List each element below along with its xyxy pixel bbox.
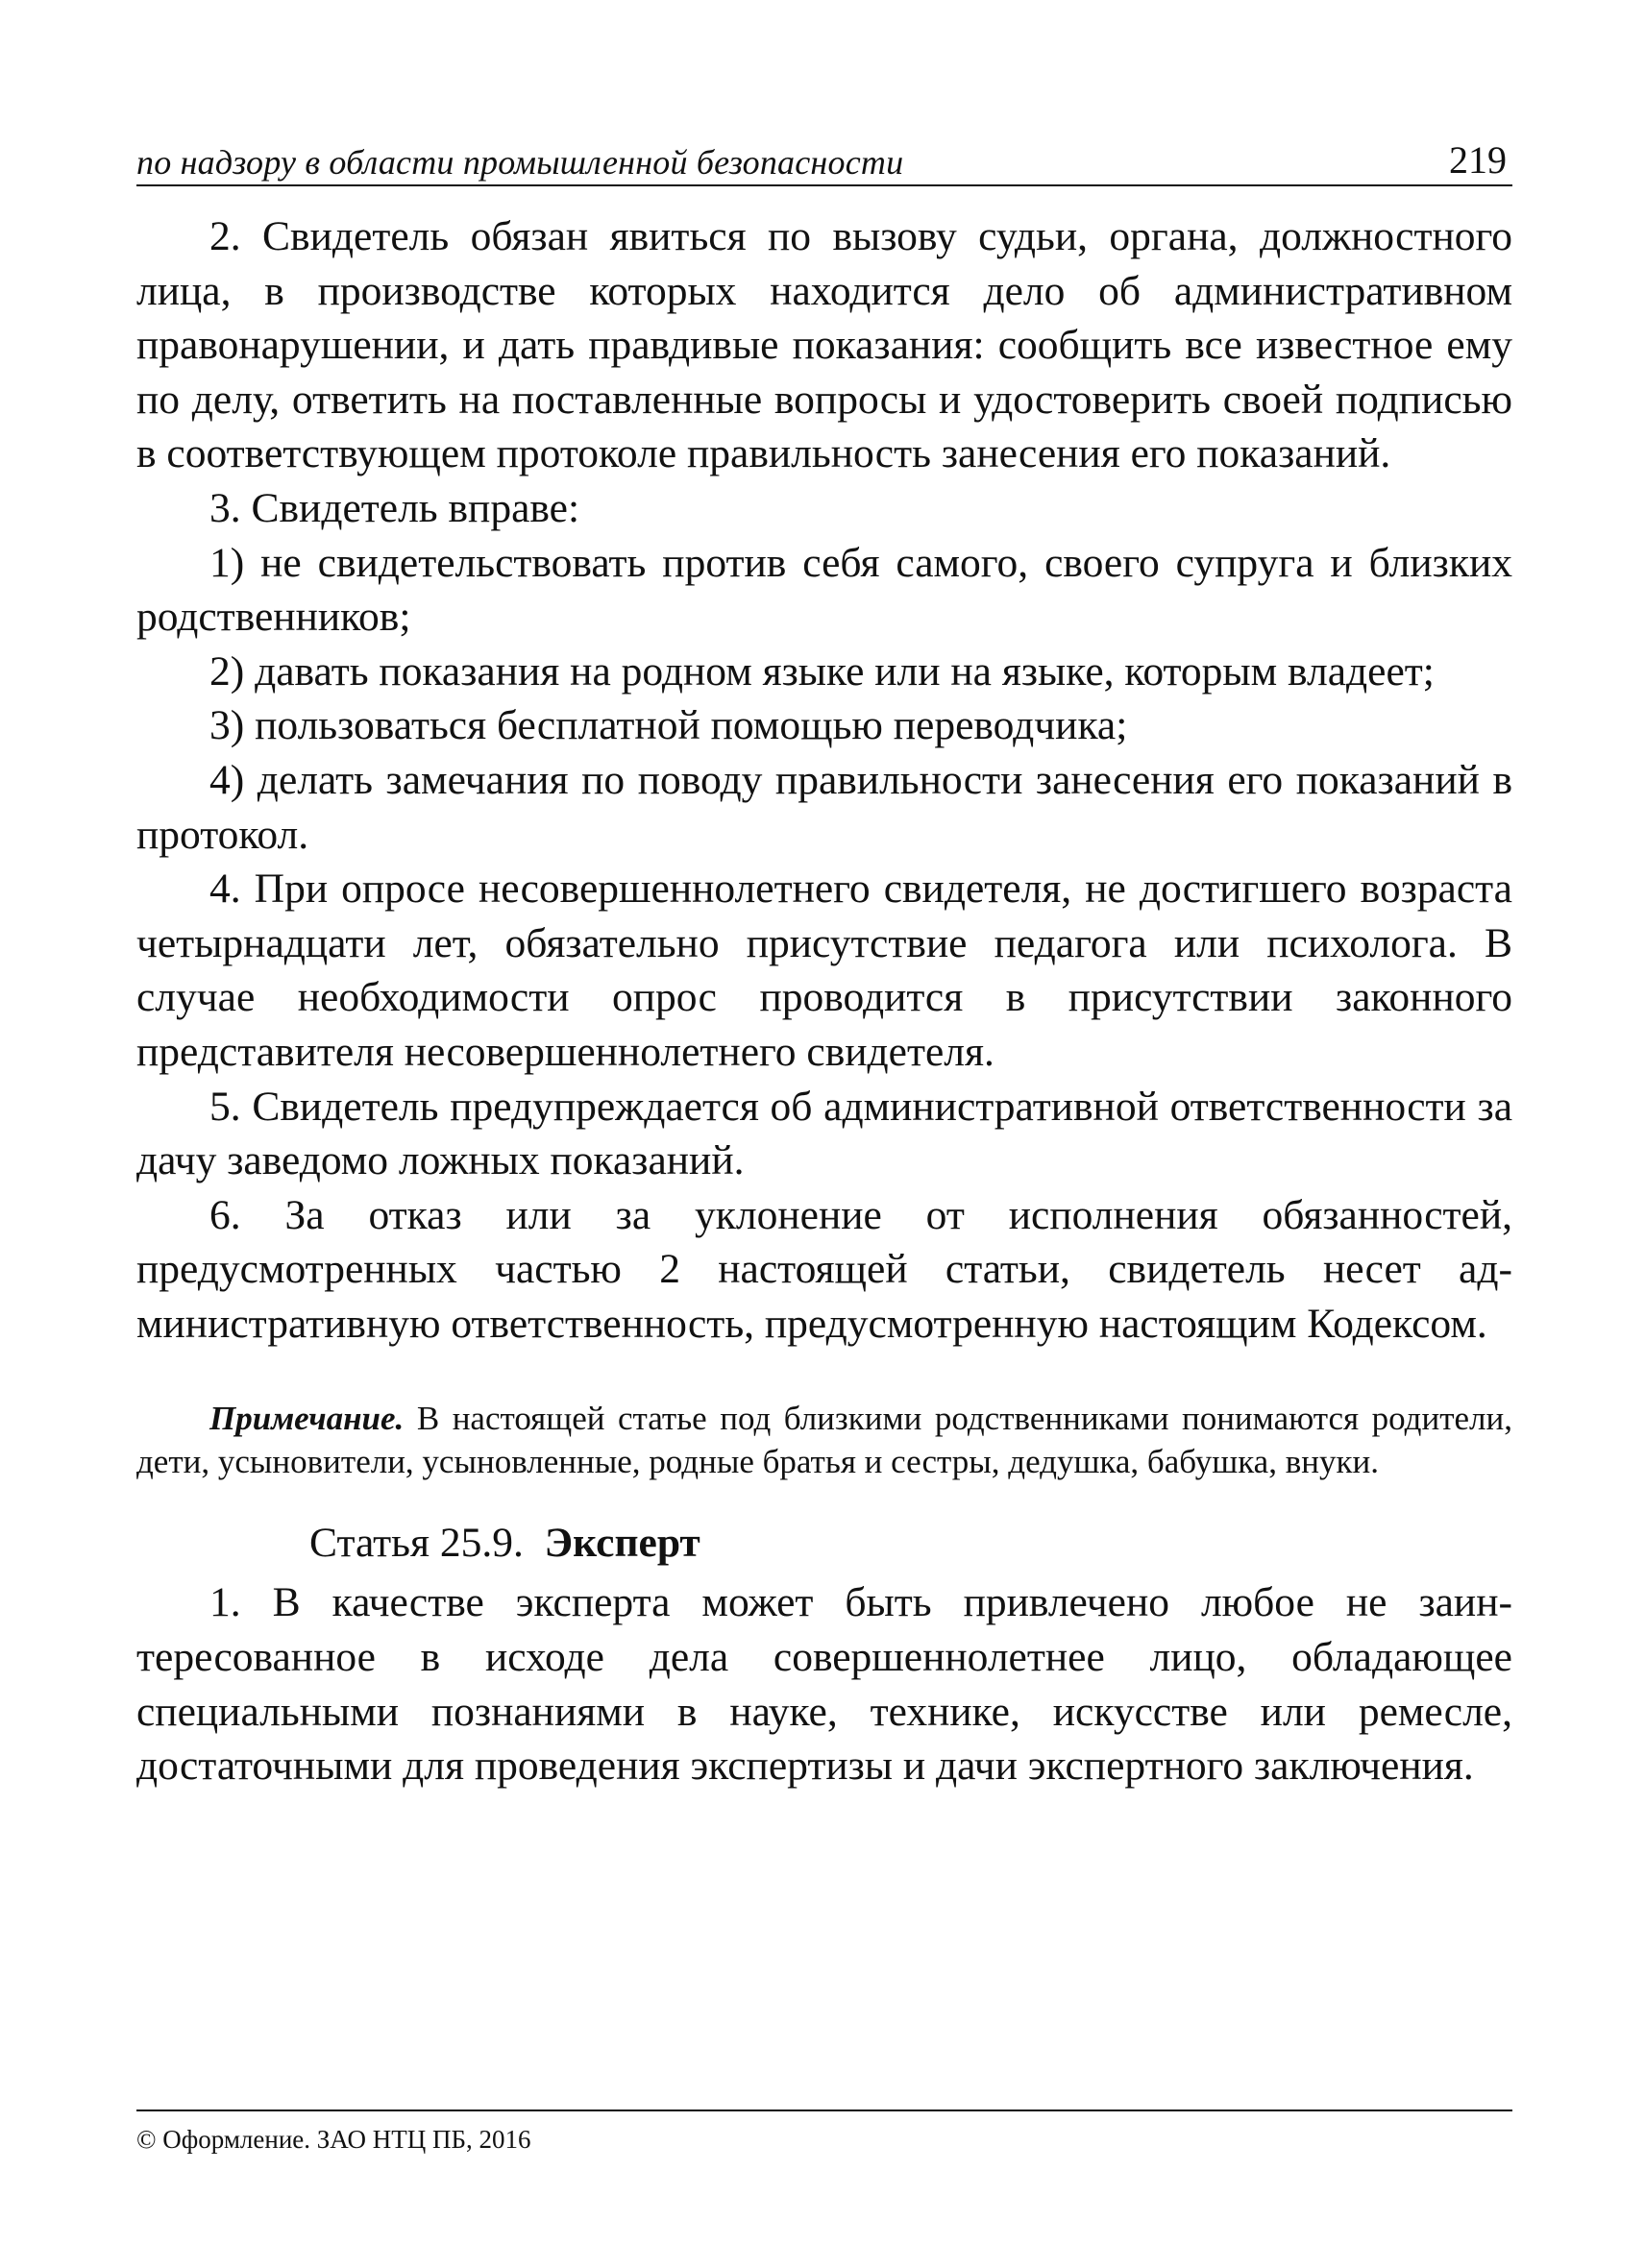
article-heading xyxy=(136,1516,1512,1570)
list-item-right-3: 3) пользоваться бесплатной помощью переводчика; xyxy=(209,702,1128,749)
article-body xyxy=(136,209,1512,1351)
page-number: 219 xyxy=(1449,138,1507,182)
running-header xyxy=(136,134,1512,186)
copyright: © Оформление. ЗАО НТЦ ПБ, 2016 xyxy=(136,2125,531,2154)
paragraph-liability: 6. За отказ или за уклонение от исполнения обязанностей, предусмотренных частью 2 настоящей статьи, свидетель несет административную ответственность, предусмотренную настоящим Кодексом. xyxy=(136,1191,1512,1347)
running-title: по надзору в области промышленной безопасности xyxy=(136,143,904,182)
article-number: Статья 25.9. xyxy=(309,1520,524,1567)
paragraph-expert-definition: 1. В качестве эксперта может быть привлечено любое не заинтересованное в исходе дела совершеннолетнее лицо, обладающее специальными познаниями в науке, технике, искусстве или ремесле, достаточными для проведения экспертизы и дачи экспертного заключения. xyxy=(136,1579,1512,1790)
note-label: Примечание. xyxy=(209,1400,405,1438)
note xyxy=(136,1397,1512,1483)
document-page xyxy=(136,134,1512,1793)
article-expert-body xyxy=(136,1575,1512,1792)
note-text: В настоящей статье под близкими родственниками понимаются родители, дети, усыновители, усыновленные, родные братья и сестры, дедушка, бабушка, внуки. xyxy=(136,1400,1512,1481)
paragraph-witness-duties: 2. Свидетель обязан явиться по вызову судьи, органа, должностного лица, в производстве которых находится дело об административном правонарушении, и дать правдивые показания: сообщить все известное ему по делу, ответить на поставленные вопросы и удостоверить своей подписью в соответствующем протоколе правильность занесения его показаний. xyxy=(136,213,1512,477)
list-item-right-4: 4) делать замечания по поводу правильности занесения его показаний в протокол. xyxy=(136,756,1512,858)
list-item-right-1: 1) не свидетельствовать против себя самого, своего супруга и близких родственников; xyxy=(136,539,1512,641)
list-item-right-2: 2) давать показания на родном языке или на языке, которым владеет; xyxy=(209,647,1435,695)
paragraph-minor-witness: 4. При опросе несовершеннолетнего свидетеля, не достигшего возраста четырнадцати лет, обязательно присутствие педагога или психолога. В случае необходимости опрос проводится в присутствии законного представителя несовершеннолетнего свидетеля. xyxy=(136,866,1512,1075)
footer xyxy=(136,2109,1512,2155)
article-title: Эксперт xyxy=(544,1520,700,1567)
paragraph-warning: 5. Свидетель предупреждается об административной ответственности за дачу заведомо ложных показаний. xyxy=(136,1083,1512,1184)
paragraph-witness-rights: 3. Свидетель вправе: xyxy=(209,484,580,531)
